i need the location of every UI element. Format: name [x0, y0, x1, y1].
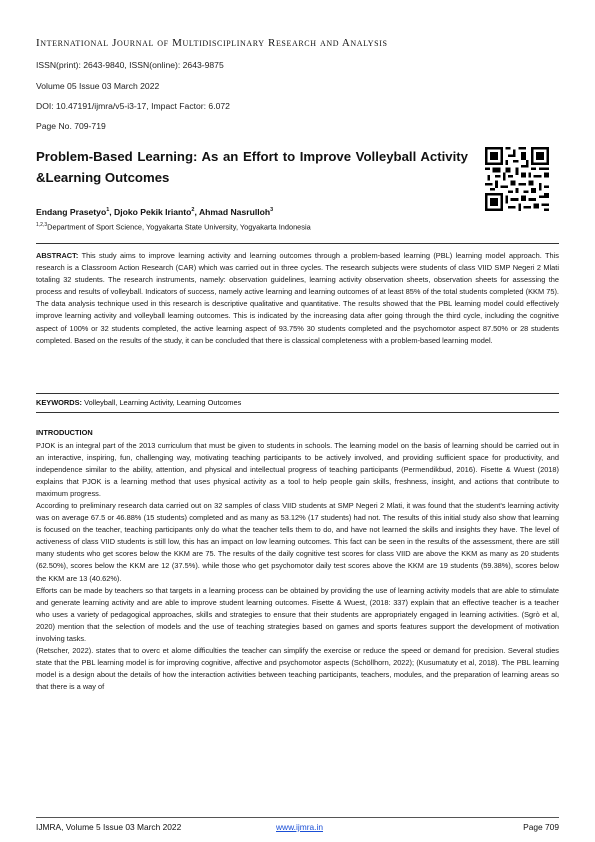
keywords-rule: [36, 412, 559, 413]
keywords-label: KEYWORDS:: [36, 398, 82, 407]
affiliation-superscript: 1,2,3: [36, 222, 48, 228]
author-name: Djoko Pekik Irianto: [114, 207, 192, 217]
volume-line: Volume 05 Issue 03 March 2022: [36, 81, 160, 91]
pages-line: Page No. 709-719: [36, 121, 106, 131]
footer-rule: [36, 817, 559, 818]
author-name: Ahmad Nasrulloh: [198, 207, 271, 217]
author-superscript: 1: [106, 207, 110, 214]
body-paragraph: According to preliminary research data carried out on 32 samples of class VIID students at SMP Negeri 2 Mlati, it was found that the student's learning activity was on average 67.5 or 46.88% (15 students) completed and as many as 53.12% (17 students) had not. The results of this initial study also show that learning is focused on the teacher, teaching participants only do what the teacher tells them to do, and have not learned the skills and insights they have. The level of activeness of class VIID students is still low, this has an impact on low learning outcomes. This fact can be seen in the results of the assessment, there are still many students who get scores below the KKM are 75. The results of the daily cognitive test scores for class VIID are above the KKM as many as 20 students (62.50%), scores below the KKM are 12 (37.5%). while those who get psychomotor daily test scores above the KKM are 19 students (59.38%), scores below the KKM are 13 (40.62%).: [36, 501, 559, 583]
keywords-text: Volleyball, Learning Activity, Learning Outcomes: [84, 398, 242, 407]
author-superscript: 3: [270, 207, 274, 214]
footer-page-number: Page 709: [523, 822, 559, 832]
body-paragraph: (Retscher, 2022). states that to overc et alome difficulties the teacher can simplify the exercise or reduce the speed or demand for precision. Several studies state that the PBL learning model is for improving cognitive, affective and psychomotor aspects (Schöllhorn, 2022); (Kusumatuty et al, 2018). The PBL learning model is a design about the details of how the interaction activities between teaching participants, teachers, modules, and the preparation of learning areas so that there is a way of: [36, 645, 559, 691]
doi-line: DOI: 10.47191/ijmra/v5-i3-17, Impact Factor: 6.072: [36, 101, 230, 111]
author-list: [36, 207, 273, 217]
abstract: [36, 250, 559, 347]
author-superscript: 2: [191, 207, 195, 214]
body-paragraph: PJOK is an integral part of the 2013 curriculum that must be given to students in schools. The learning model on the basis of learning should be carried out in an interactive, inspiring, fun, challenging way, motivating teaching participants to be actively involved, and providing sufficient space for productivity, and independence similar to the ability, attention, and physical and intellectual progress of teaching participants (Permendikbud, 2016). Fisette & Wuest (2018) explains that PJOK is a learning method that uses physical activity as a tool to help people gain skills, freshness, insight, and actions that contribute to maximum progress.: [36, 441, 559, 499]
abstract-label: ABSTRACT:: [36, 251, 79, 260]
section-heading-introduction: INTRODUCTION: [36, 428, 93, 437]
abstract-top-rule: [36, 243, 559, 244]
qr-code-icon: [485, 147, 549, 211]
footer-website-link[interactable]: www.ijmra.in: [276, 822, 323, 832]
author-separator: ,: [194, 207, 199, 217]
affiliation: [36, 222, 311, 231]
author-name: Endang Prasetyo: [36, 207, 107, 217]
journal-title: International Journal of Multidisciplinary Research and Analysis: [36, 37, 388, 49]
abstract-text: This study aims to improve learning activity and learning outcomes through a problem-based learning (PBL) learning model approach. This research is a Classroom Action Research (CAR) which was carried out in three cycles. The research subjects were students of class VIID SMP Negeri 2 Mlati totaling 32 students. The research instruments, namely: observation guidelines, learning activity observation sheets, observation sheets for assessing the process and results of volleyball. Indicators of success, namely active learning and learning outcomes of at least 85% of the total students completed (KKM 75). The data analysis technique used in this research is descriptive qualitative and quantitative. The results showed that the PBL learning model could effectively improve learning activity and volleyball learning outcomes. This is indicated by the increasing data after going through the third cycle, including the cognitive aspect of 100% or 32 students completed, the active learning aspect of 93.75% 30 students completed and the psychomotor aspect 87.50% or 28 students completed. Based on the results of the study, it can be concluded that there is classical completeness with a problem-based learning model.: [36, 251, 560, 345]
keywords: [36, 398, 241, 407]
title-block: [36, 146, 468, 188]
author-separator: ,: [109, 207, 115, 217]
footer-citation: IJMRA, Volume 5 Issue 03 March 2022: [36, 822, 182, 832]
issn-line: ISSN(print): 2643-9840, ISSN(online): 2643-9875: [36, 60, 224, 70]
body-paragraph: Efforts can be made by teachers so that targets in a learning process can be obtained by providing the use of learning activity models that are able to stimulate and generate learning activity and are able to improve student learning outcomes. Fisette & Wuest, (2018: 337) explain that an effective teacher is a teacher who uses a variety of pedagogical approaches, skills and strategies to ensure that their students are appropriately engaged in learning activities. (Sgrò et al, 2020) mention that the selection of models and the use of teaching strategies based on games and sports features support the development of motivation involving tasks.: [36, 585, 559, 643]
introduction-body: [36, 440, 559, 693]
affiliation-text: Department of Sport Science, Yogyakarta State University, Yogyakarta Indonesia: [47, 222, 311, 232]
abstract-bottom-rule: [36, 393, 559, 394]
paper-title: Problem-Based Learning: As an Effort to Improve Volleyball Activity &Learning Outcomes: [36, 149, 468, 185]
